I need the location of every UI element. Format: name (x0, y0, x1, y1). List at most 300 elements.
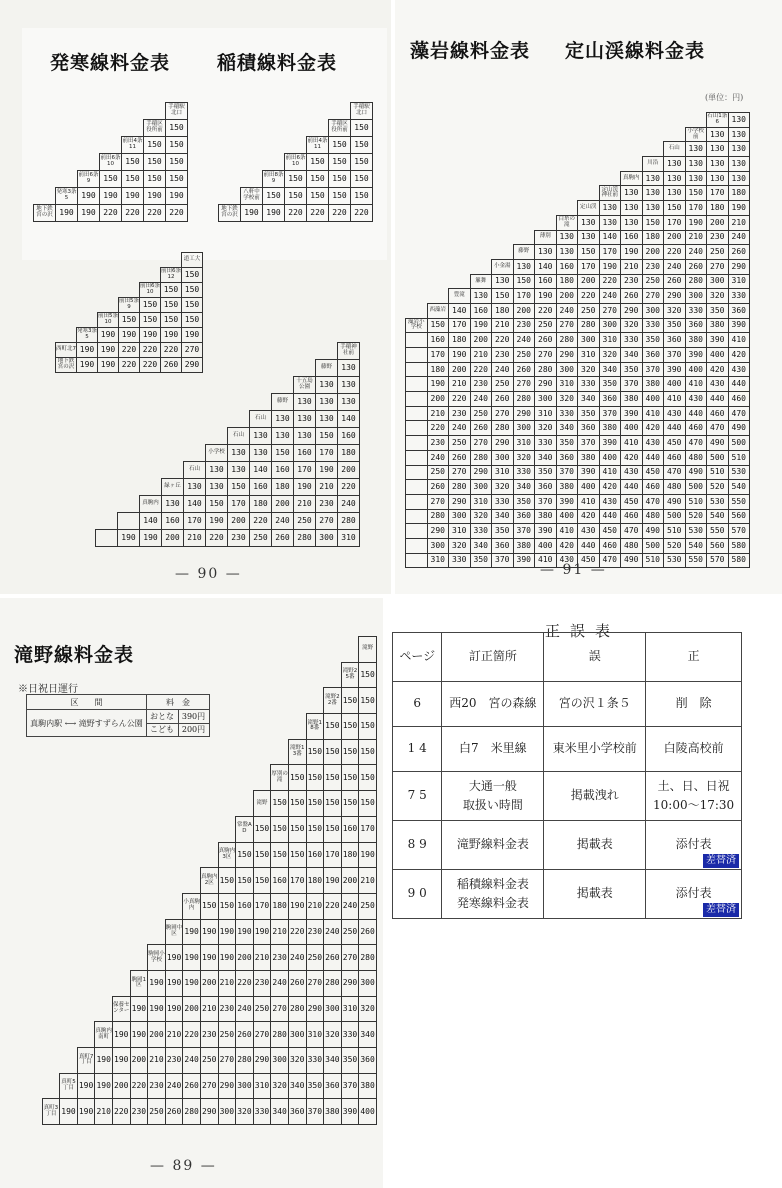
takino-row (25, 893, 376, 919)
bottom-blank (162, 411, 184, 428)
errata-right-cell (646, 772, 742, 821)
moiwa-blank (449, 245, 471, 260)
takino-fare-cell: 200 (341, 868, 359, 894)
moiwa-fare-cell: 460 (707, 406, 729, 421)
takino-blank (218, 714, 236, 740)
moiwa-fare-cell: 420 (556, 538, 578, 553)
moiwa-blank (470, 230, 492, 245)
takino-blank (95, 714, 113, 740)
errata-text: 掲載表 (576, 886, 613, 901)
moiwa-fare-cell: 440 (685, 406, 707, 421)
inazumi-fare-cell: 150 (307, 171, 329, 188)
takino-fare-cell: 270 (306, 970, 324, 996)
bottom-row (96, 530, 360, 547)
moiwa-blank (427, 274, 449, 289)
moiwa-row (406, 392, 750, 407)
moiwa-fare-cell: 170 (707, 186, 729, 201)
takino-blank (42, 1048, 60, 1074)
lower-station: 前田6条10 (140, 283, 161, 298)
bottom-fare-cell: 130 (250, 428, 272, 445)
bottom-blank (140, 360, 162, 377)
takino-blank (60, 688, 78, 714)
takino-blank (25, 893, 42, 919)
bottom-fare-cell: 160 (272, 462, 294, 479)
takino-blank (95, 919, 113, 945)
takino-blank (200, 688, 218, 714)
inazumi-fare-cell: 220 (351, 205, 373, 222)
lower-blank (56, 328, 77, 343)
errata-wrong-cell (544, 821, 646, 870)
inazumi-blank (241, 171, 263, 188)
takino-row (25, 688, 376, 714)
moiwa-row (406, 333, 750, 348)
bottom-station: 藤野 (272, 394, 294, 411)
moiwa-fare-cell: 280 (513, 392, 535, 407)
moiwa-fare-cell: 490 (664, 494, 686, 509)
takino-blank (60, 662, 78, 688)
takino-blank (60, 893, 78, 919)
moiwa-fare-cell: 270 (492, 406, 514, 421)
lower-station: 地下鉄宮の沢 (56, 358, 77, 373)
moiwa-fare-cell: 180 (427, 362, 449, 377)
takino-blank (130, 765, 148, 791)
takino-fare-cell: 250 (200, 1048, 218, 1074)
moiwa-fare-cell: 350 (492, 524, 514, 539)
bottom-fare-cell: 130 (316, 394, 338, 411)
moiwa-fare-cell: 300 (556, 362, 578, 377)
bottom-blank (184, 411, 206, 428)
takino-fare-cell: 190 (288, 893, 306, 919)
inazumi-row (219, 154, 373, 171)
errata-text: 白7 米里線 (459, 741, 527, 756)
takino-blank (130, 945, 148, 971)
moiwa-fare-cell: 350 (664, 318, 686, 333)
moiwa-fare-cell: 550 (707, 524, 729, 539)
moiwa-fare-cell: 360 (492, 538, 514, 553)
moiwa-blank (492, 245, 514, 260)
moiwa-fare-cell: 310 (556, 377, 578, 392)
takino-blank (25, 970, 42, 996)
takino-fare-cell: 160 (306, 842, 324, 868)
moiwa-row (406, 348, 750, 363)
takino-blank (183, 739, 201, 765)
takino-fare-cell: 250 (218, 1022, 236, 1048)
takino-blank (236, 688, 254, 714)
moiwa-blank (406, 157, 428, 172)
lower-fare-cell: 190 (98, 328, 119, 343)
takino-station: 真町3丁目 (42, 1099, 60, 1125)
moiwa-blank (685, 113, 707, 128)
moiwa-fare-cell: 190 (427, 377, 449, 392)
takino-blank (112, 637, 130, 663)
moiwa-fare-cell: 330 (470, 524, 492, 539)
takino-blank (165, 893, 183, 919)
takino-fare-cell: 210 (359, 868, 377, 894)
moiwa-fare-cell: 390 (685, 348, 707, 363)
moiwa-fare-cell: 240 (556, 303, 578, 318)
moiwa-fare-cell: 130 (556, 230, 578, 245)
takino-blank (218, 739, 236, 765)
inazumi-fare-cell: 190 (241, 205, 263, 222)
bottom-blank (96, 428, 118, 445)
moiwa-blank (578, 186, 600, 201)
moiwa-blank (449, 186, 471, 201)
inazumi-fare-cell: 150 (351, 137, 373, 154)
bottom-blank (184, 360, 206, 377)
takino-fare-cell: 150 (306, 765, 324, 791)
takino-fare-cell: 210 (148, 1048, 166, 1074)
moiwa-fare-cell: 160 (621, 230, 643, 245)
errata-page-cell (393, 682, 442, 727)
takino-fare-cell: 400 (359, 1099, 377, 1125)
moiwa-fare-cell: 390 (728, 318, 750, 333)
lower-fare-cell: 220 (140, 343, 161, 358)
moiwa-fare-cell: 530 (664, 553, 686, 568)
bottom-blank (162, 394, 184, 411)
jozankei-title: 定山渓線料金表 (565, 40, 706, 62)
moiwa-fare-cell: 170 (599, 245, 621, 260)
moiwa-fare-cell: 130 (642, 201, 664, 216)
moiwa-fare-cell: 250 (470, 406, 492, 421)
bottom-fare-cell: 130 (316, 411, 338, 428)
errata-text: 滝野線料金表 (456, 837, 529, 852)
hassamu-station: 手稲駅北口 (166, 103, 188, 120)
errata-title: 正誤表 (544, 622, 620, 640)
moiwa-blank (556, 201, 578, 216)
takino-fare-cell: 240 (324, 919, 342, 945)
moiwa-fare-cell: 310 (578, 348, 600, 363)
hassamu-fare-cell: 150 (166, 137, 188, 154)
takino-blank (183, 791, 201, 817)
moiwa-fare-cell: 370 (642, 362, 664, 377)
bottom-blank (184, 394, 206, 411)
moiwa-blank (621, 142, 643, 157)
bottom-blank (294, 360, 316, 377)
moiwa-fare-cell: 160 (470, 303, 492, 318)
takino-blank (60, 1048, 78, 1074)
bottom-blank (250, 377, 272, 394)
moiwa-fare-cell: 580 (728, 538, 750, 553)
moiwa-fare-cell: 220 (535, 303, 557, 318)
takino-fare-cell: 370 (306, 1099, 324, 1125)
inazumi-fare-cell: 150 (351, 154, 373, 171)
page-90-panel (0, 0, 391, 594)
hassamu-fare-table (33, 102, 188, 222)
moiwa-row (406, 450, 750, 465)
bottom-blank (118, 445, 140, 462)
inazumi-row (219, 137, 373, 154)
takino-blank (77, 637, 95, 663)
moiwa-blank (427, 127, 449, 142)
moiwa-fare-cell: 290 (449, 494, 471, 509)
moiwa-fare-cell: 250 (578, 303, 600, 318)
moiwa-fare-cell: 230 (427, 436, 449, 451)
inazumi-fare-cell: 150 (307, 188, 329, 205)
takino-blank (253, 637, 271, 663)
takino-blank (42, 816, 60, 842)
takino-fare-cell: 320 (236, 1099, 254, 1125)
takino-blank (165, 714, 183, 740)
takino-fare-cell: 190 (200, 919, 218, 945)
moiwa-blank (492, 127, 514, 142)
moiwa-fare-cell: 280 (449, 480, 471, 495)
moiwa-blank (406, 186, 428, 201)
takino-blank (183, 765, 201, 791)
takino-blank (218, 765, 236, 791)
moiwa-fare-cell: 400 (599, 450, 621, 465)
takino-row (25, 868, 376, 894)
moiwa-fare-cell: 280 (427, 509, 449, 524)
takino-blank (148, 714, 166, 740)
moiwa-fare-cell: 280 (685, 274, 707, 289)
takino-fare-cell: 150 (324, 765, 342, 791)
moiwa-row (406, 436, 750, 451)
moiwa-fare-cell: 180 (728, 186, 750, 201)
moiwa-fare-cell: 200 (556, 289, 578, 304)
takino-fare-cell: 200 (130, 1048, 148, 1074)
moiwa-blank (578, 113, 600, 128)
moiwa-fare-cell: 180 (556, 274, 578, 289)
errata-header-cell: ページ (393, 633, 442, 682)
takino-blank (148, 842, 166, 868)
hassamu-row (34, 137, 188, 154)
takino-blank (42, 919, 60, 945)
takino-blank (95, 765, 113, 791)
takino-fare-cell: 280 (288, 996, 306, 1022)
inazumi-fare-cell: 150 (329, 188, 351, 205)
moiwa-station (406, 450, 428, 465)
moiwa-blank (642, 142, 664, 157)
bottom-fare-cell: 170 (294, 462, 316, 479)
takino-blank (253, 662, 271, 688)
moiwa-fare-cell: 420 (728, 348, 750, 363)
moiwa-fare-cell: 300 (492, 450, 514, 465)
moiwa-fare-cell: 260 (621, 289, 643, 304)
takino-blank (25, 688, 42, 714)
takino-blank (236, 739, 254, 765)
lower-fare-cell: 150 (161, 313, 182, 328)
takino-blank (77, 893, 95, 919)
moiwa-fare-cell: 550 (728, 494, 750, 509)
takino-blank (236, 637, 254, 663)
bottom-blank (162, 445, 184, 462)
moiwa-station (406, 362, 428, 377)
takino-fare-cell: 150 (288, 816, 306, 842)
moiwa-row (406, 171, 750, 186)
takino-fare-cell: 150 (359, 791, 377, 817)
moiwa-fare-cell: 440 (642, 450, 664, 465)
takino-row (25, 970, 376, 996)
moiwa-fare-cell: 130 (664, 186, 686, 201)
moiwa-blank (599, 127, 621, 142)
takino-blank (218, 791, 236, 817)
errata-page-cell (393, 821, 442, 870)
moiwa-fare-cell: 130 (728, 127, 750, 142)
bottom-blank (140, 479, 162, 496)
inazumi-fare-table (218, 102, 373, 222)
bottom-fare-cell: 240 (272, 513, 294, 530)
bottom-row (96, 394, 360, 411)
bottom-fare-cell: 180 (250, 496, 272, 513)
takino-fare-cell: 230 (148, 1073, 166, 1099)
lower-fare-cell: 220 (140, 358, 161, 373)
moiwa-fare-cell: 230 (513, 318, 535, 333)
errata-right-cell (646, 727, 742, 772)
moiwa-blank (406, 303, 428, 318)
moiwa-fare-cell: 340 (535, 450, 557, 465)
moiwa-station (406, 392, 428, 407)
hassamu-blank (122, 103, 144, 120)
moiwa-fare-cell: 360 (513, 509, 535, 524)
moiwa-fare-cell: 130 (707, 142, 729, 157)
info-fare-header: 料 金 (147, 695, 210, 710)
moiwa-fare-cell: 200 (449, 362, 471, 377)
moiwa-blank (492, 201, 514, 216)
moiwa-fare-cell: 460 (664, 450, 686, 465)
moiwa-blank (599, 171, 621, 186)
takino-blank (183, 714, 201, 740)
inazumi-station: 前田8条9 (263, 171, 285, 188)
takino-fare-cell: 230 (200, 1022, 218, 1048)
moiwa-fare-cell: 290 (427, 524, 449, 539)
moiwa-fare-cell: 390 (578, 465, 600, 480)
moiwa-fare-cell: 170 (664, 215, 686, 230)
bottom-station: 真駒内 (140, 496, 162, 513)
takino-blank (112, 970, 130, 996)
takino-fare-cell: 150 (288, 842, 306, 868)
bottom-blank (118, 411, 140, 428)
moiwa-fare-cell: 130 (513, 259, 535, 274)
moiwa-fare-cell: 180 (707, 201, 729, 216)
bottom-fare-cell: 210 (184, 530, 206, 547)
hassamu-row (34, 120, 188, 137)
takino-fare-cell: 190 (77, 1073, 95, 1099)
inazumi-blank (241, 137, 263, 154)
moiwa-fare-cell: 320 (707, 289, 729, 304)
moiwa-fare-cell: 260 (470, 421, 492, 436)
bottom-blank (206, 343, 228, 360)
moiwa-fare-cell: 220 (578, 289, 600, 304)
moiwa-fare-cell: 220 (492, 333, 514, 348)
takino-blank (25, 1048, 42, 1074)
moiwa-fare-cell: 520 (664, 538, 686, 553)
moiwa-station (406, 538, 428, 553)
errata-text: 10:00～17:30 (653, 798, 735, 812)
takino-blank (271, 637, 289, 663)
moiwa-fare-cell: 310 (427, 553, 449, 568)
takino-blank (25, 1099, 42, 1125)
bottom-blank (140, 394, 162, 411)
moiwa-fare-cell: 320 (556, 392, 578, 407)
takino-fare-cell: 190 (165, 970, 183, 996)
moiwa-fare-cell: 130 (535, 245, 557, 260)
moiwa-fare-cell: 240 (685, 245, 707, 260)
takino-blank (130, 637, 148, 663)
moiwa-fare-cell: 320 (492, 480, 514, 495)
moiwa-fare-cell: 330 (728, 289, 750, 304)
takino-fare-cell: 150 (341, 765, 359, 791)
moiwa-fare-cell: 290 (664, 289, 686, 304)
takino-blank (112, 662, 130, 688)
bottom-fare-cell: 220 (338, 479, 360, 496)
hassamu-blank (78, 103, 100, 120)
moiwa-fare-cell: 150 (642, 215, 664, 230)
errata-text: 添付表 (675, 886, 712, 901)
moiwa-fare-cell: 570 (707, 553, 729, 568)
moiwa-fare-cell: 430 (578, 524, 600, 539)
inazumi-station: 地下鉄宮の沢 (219, 205, 241, 222)
takino-blank (95, 868, 113, 894)
takino-fare-cell: 190 (77, 1099, 95, 1125)
takino-fare-cell: 210 (165, 1022, 183, 1048)
info-route: 真駒内駅 ⟷ 滝野すずらん公園 (27, 710, 147, 737)
moiwa-fare-cell: 260 (513, 362, 535, 377)
moiwa-station: 簾舞 (470, 274, 492, 289)
hassamu-fare-cell: 150 (144, 154, 166, 171)
moiwa-fare-cell: 190 (470, 318, 492, 333)
bottom-fare-cell: 260 (272, 530, 294, 547)
moiwa-fare-cell: 390 (599, 436, 621, 451)
moiwa-fare-cell: 350 (621, 362, 643, 377)
takino-blank (25, 1022, 42, 1048)
bottom-fare-cell: 140 (140, 513, 162, 530)
takino-blank (112, 842, 130, 868)
errata-text: 取扱い時間 (462, 798, 523, 812)
takino-blank (130, 919, 148, 945)
moiwa-blank (449, 127, 471, 142)
bottom-fare-cell: 210 (294, 496, 316, 513)
moiwa-blank (535, 215, 557, 230)
takino-fare-cell: 150 (253, 816, 271, 842)
inazumi-fare-cell: 190 (263, 205, 285, 222)
page-number-90: — 90 — (175, 566, 242, 582)
takino-fare-cell: 190 (183, 919, 201, 945)
moiwa-fare-cell: 310 (535, 406, 557, 421)
bottom-fare-cell: 140 (338, 411, 360, 428)
lower-fare-cell: 220 (161, 343, 182, 358)
lower-fare-cell: 190 (98, 343, 119, 358)
moiwa-station: 藻岩小学校 (406, 318, 428, 333)
errata-page-cell (393, 727, 442, 772)
takino-blank (25, 765, 42, 791)
moiwa-fare-cell: 190 (621, 245, 643, 260)
bottom-fare-cell: 250 (294, 513, 316, 530)
lower-blank (77, 268, 98, 283)
moiwa-fare-cell: 470 (664, 465, 686, 480)
moiwa-fare-cell: 250 (535, 318, 557, 333)
moiwa-fare-cell: 130 (470, 289, 492, 304)
inazumi-blank (219, 154, 241, 171)
moiwa-fare-cell: 310 (728, 274, 750, 289)
takino-row (25, 919, 376, 945)
moiwa-blank (642, 113, 664, 128)
moiwa-fare-cell: 430 (621, 465, 643, 480)
takino-fare-cell: 190 (165, 945, 183, 971)
moiwa-row (406, 201, 750, 216)
takino-fare-cell: 350 (341, 1048, 359, 1074)
moiwa-blank (492, 171, 514, 186)
takino-blank (95, 637, 113, 663)
inazumi-blank (241, 154, 263, 171)
moiwa-blank (535, 186, 557, 201)
takino-blank (42, 1022, 60, 1048)
moiwa-fare-cell: 310 (470, 494, 492, 509)
bottom-blank (272, 360, 294, 377)
hassamu-fare-cell: 220 (122, 205, 144, 222)
lower-fare-cell: 150 (161, 298, 182, 313)
lower-blank (56, 313, 77, 328)
takino-blank (183, 816, 201, 842)
